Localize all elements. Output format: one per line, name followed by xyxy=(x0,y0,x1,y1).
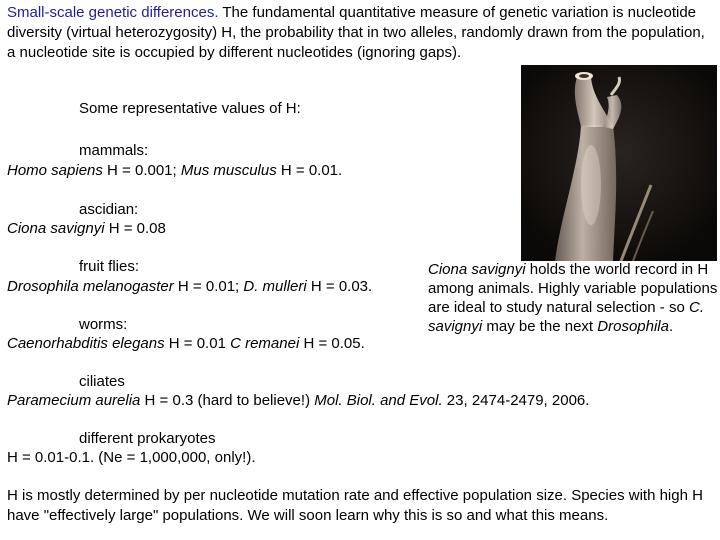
h-value: H = 0.08 xyxy=(104,220,166,237)
species-name: D. mulleri xyxy=(243,278,307,295)
h-value: H = 0.01 xyxy=(164,335,231,352)
summary-paragraph: H is mostly determined by per nucleotide mutation rate and effective population size. Species with high H have "effectively large" populations. We will soon learn why this is so and what this means. xyxy=(7,487,703,524)
photo-caption xyxy=(428,260,718,336)
ciliates-heading: ciliates xyxy=(79,373,125,390)
species-name: Drosophila melanogaster xyxy=(7,278,174,295)
intro-heading: Small-scale genetic differences. xyxy=(7,4,219,21)
journal-ref: 23, 2474-2479, 2006. xyxy=(442,392,590,409)
species-name: C remanei xyxy=(230,335,300,352)
ascidian-heading: ascidian: xyxy=(79,201,139,218)
intro-paragraph xyxy=(7,3,717,63)
prokaryotes-heading: different prokaryotes xyxy=(79,430,216,447)
h-value: H = 0.03. xyxy=(306,278,373,295)
species-name: C. savignyi xyxy=(428,299,704,335)
species-name: Ciona savignyi xyxy=(7,220,105,237)
ciona-photo xyxy=(521,65,717,261)
species-name: Homo sapiens xyxy=(7,162,103,179)
species-name: Drosophila xyxy=(597,318,669,335)
ascidian-illustration xyxy=(521,65,717,261)
worms-heading: worms: xyxy=(79,316,128,333)
worms-values xyxy=(7,334,365,354)
caption-text: may be the next xyxy=(482,318,598,335)
fruit-flies-heading: fruit flies: xyxy=(79,258,140,275)
values-heading: Some representative values of H: xyxy=(79,100,301,117)
species-name: Paramecium aurelia xyxy=(7,392,141,409)
h-value: H = 0.01; xyxy=(173,278,244,295)
h-value: H = 0.01. xyxy=(276,162,343,179)
species-name: Ciona savignyi xyxy=(428,261,526,278)
ascidian-values xyxy=(7,219,166,239)
mammals-values xyxy=(7,161,342,181)
h-value: H = 0.001; xyxy=(102,162,181,179)
caption-text: . xyxy=(669,318,674,335)
species-name: Caenorhabditis elegans xyxy=(7,335,165,352)
intro-text: The fundamental quantitative measure of genetic variation is nucleotide diversity (virtual heterozygosity) H, the probability that in two alleles, randomly drawn from the population, a nucleotide site is occupied by different nucleotides (ignoring gaps). xyxy=(7,4,705,61)
h-value: H = 0.3 (hard to believe!) xyxy=(140,392,315,409)
mammals-heading: mammals: xyxy=(79,142,149,159)
fruit-flies-values xyxy=(7,277,372,297)
h-value: H = 0.05. xyxy=(299,335,365,352)
prokaryotes-values: H = 0.01-0.1. (Ne = 1,000,000, only!). xyxy=(7,449,256,466)
ciliates-values xyxy=(7,391,589,411)
journal-name: Mol. Biol. and Evol. xyxy=(314,392,443,409)
species-name: Mus musculus xyxy=(180,162,277,179)
caption-text: holds the world record in H among animals. Highly variable populations are ideal to study natural selection - so xyxy=(428,261,718,316)
